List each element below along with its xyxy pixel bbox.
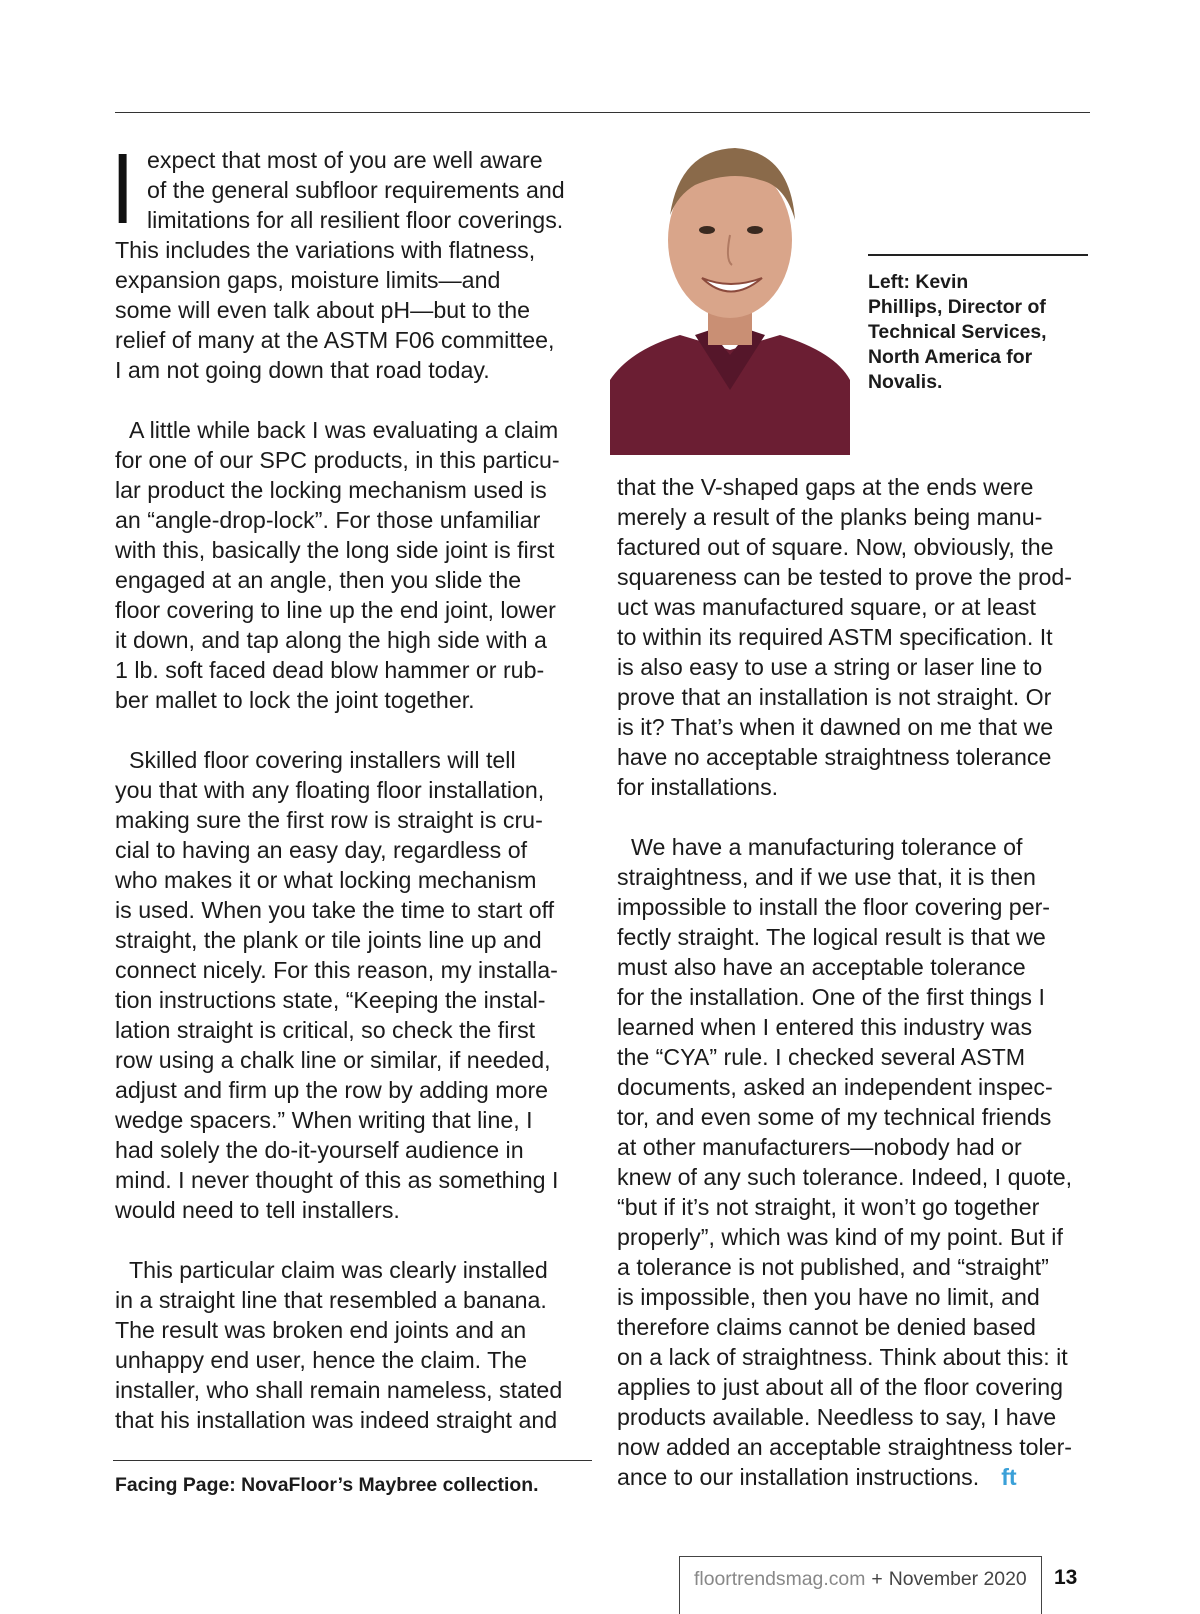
text-line: connect nicely. For this reason, my installa-: [115, 957, 558, 983]
text-line: now added an acceptable straightness toler-: [617, 1434, 1073, 1460]
text-line: A little while back I was evaluating a claim: [129, 417, 559, 443]
footer-separator: +: [871, 1568, 883, 1590]
text-line: prove that an installation is not straight. Or: [617, 684, 1052, 710]
text-line: is it? That’s when it dawned on me that we: [617, 714, 1054, 740]
left-column: [115, 133, 595, 1435]
text-line: with this, basically the long side joint is first: [115, 537, 555, 563]
photo-caption: [868, 270, 1093, 395]
text-line: This includes the variations with flatness,: [115, 237, 536, 263]
text-line: that his installation was indeed straight and: [115, 1407, 558, 1433]
text-line: properly”, which was kind of my point. But if: [617, 1224, 1063, 1250]
caption-rule: [113, 1460, 592, 1461]
text-line: tor, and even some of my technical friends: [617, 1104, 1052, 1130]
text-line: in a straight line that resembled a banana.: [115, 1287, 547, 1313]
text-line: for installations.: [617, 774, 779, 800]
text-line: 1 lb. soft faced dead blow hammer or rub-: [115, 657, 545, 683]
text-line: squareness can be tested to prove the prod-: [617, 564, 1073, 590]
caption-line: Technical Services,: [868, 321, 1047, 343]
text-line: applies to just about all of the floor covering: [617, 1374, 1063, 1400]
text-line: learned when I entered this industry was: [617, 1014, 1033, 1040]
text-line: I am not going down that road today.: [115, 357, 490, 383]
text-line: The result was broken end joints and an: [115, 1317, 527, 1343]
text-line: [617, 1462, 1095, 1492]
text-line: Skilled floor covering installers will tell: [129, 747, 516, 773]
text-line: of the general subfloor requirements and: [147, 177, 565, 203]
drop-cap: I: [115, 133, 131, 245]
page-number: 13: [1054, 1566, 1078, 1589]
text-line: mind. I never thought of this as something I: [115, 1167, 559, 1193]
top-rule: [115, 112, 1090, 113]
text-line: relief of many at the ASTM F06 committee,: [115, 327, 555, 353]
text-line: documents, asked an independent inspec-: [617, 1074, 1053, 1100]
caption-line: Phillips, Director of: [868, 296, 1046, 318]
text-line: making sure the first row is straight is cru-: [115, 807, 543, 833]
caption-line: Novalis.: [868, 371, 943, 393]
footer-folio: [694, 1568, 1027, 1590]
text-line: engaged at an angle, then you slide the: [115, 567, 522, 593]
text-line: is used. When you take the time to start off: [115, 897, 555, 923]
text-line: installer, who shall remain nameless, stated: [115, 1377, 563, 1403]
text-line: straightness, and if we use that, it is then: [617, 864, 1036, 890]
text-line: that the V-shaped gaps at the ends were: [617, 474, 1034, 500]
right-column: [617, 472, 1095, 1492]
text-line: a tolerance is not published, and “straight”: [617, 1254, 1049, 1280]
text-line: for one of our SPC products, in this particu-: [115, 447, 560, 473]
text-line: expect that most of you are well aware: [147, 147, 543, 173]
caption-line: Left: Kevin: [868, 271, 969, 293]
footer-site: floortrendsmag.com: [694, 1568, 866, 1590]
text-line: wedge spacers.” When writing that line, I: [115, 1107, 533, 1133]
end-mark-icon: ft: [1001, 1464, 1017, 1490]
text-line: impossible to install the floor covering per-: [617, 894, 1051, 920]
text-line: ber mallet to lock the joint together.: [115, 687, 475, 713]
paragraph-1: [115, 133, 595, 385]
text-line: would need to tell installers.: [115, 1197, 400, 1223]
text-line: you that with any floating floor installation,: [115, 777, 545, 803]
text-line: uct was manufactured square, or at least: [617, 594, 1036, 620]
text-line: expansion gaps, moisture limits—and: [115, 267, 501, 293]
text-line: fectly straight. The logical result is that we: [617, 924, 1046, 950]
text-line: straight, the plank or tile joints line up and: [115, 927, 542, 953]
paragraph-5: [617, 472, 1095, 802]
text-line: have no acceptable straightness tolerance: [617, 744, 1052, 770]
footer-date: November 2020: [888, 1568, 1027, 1590]
text-line: for the installation. One of the first things I: [617, 984, 1045, 1010]
text-line: must also have an acceptable tolerance: [617, 954, 1026, 980]
text-line: who makes it or what locking mechanism: [115, 867, 537, 893]
facing-page-caption: Facing Page: NovaFloor’s Maybree collection.: [115, 1474, 539, 1496]
text-line: the “CYA” rule. I checked several ASTM: [617, 1044, 1026, 1070]
text-line: at other manufacturers—nobody had or: [617, 1134, 1022, 1160]
text-line: We have a manufacturing tolerance of: [631, 834, 1023, 860]
text-line: on a lack of straightness. Think about this: it: [617, 1344, 1068, 1370]
text-line: floor covering to line up the end joint, lower: [115, 597, 556, 623]
paragraph-4: [115, 1255, 595, 1435]
text-line: some will even talk about pH—but to the: [115, 297, 531, 323]
author-photo: [610, 130, 850, 455]
caption-line: North America for: [868, 346, 1033, 368]
text-line: is impossible, then you have no limit, and: [617, 1284, 1040, 1310]
last-line-text: ance to our installation instructions.: [617, 1464, 980, 1490]
text-line: adjust and firm up the row by adding more: [115, 1077, 549, 1103]
text-line: factured out of square. Now, obviously, the: [617, 534, 1054, 560]
text-line: therefore claims cannot be denied based: [617, 1314, 1036, 1340]
text-line: row using a chalk line or similar, if needed,: [115, 1047, 551, 1073]
text-line: to within its required ASTM specification. It: [617, 624, 1053, 650]
text-line: limitations for all resilient floor coverings.: [147, 207, 564, 233]
text-line: “but if it’s not straight, it won’t go together: [617, 1194, 1040, 1220]
text-line: lar product the locking mechanism used is: [115, 477, 547, 503]
text-line: This particular claim was clearly installed: [129, 1257, 548, 1283]
text-line: it down, and tap along the high side with a: [115, 627, 547, 653]
paragraph-6: [617, 832, 1095, 1492]
text-line: products available. Needless to say, I have: [617, 1404, 1057, 1430]
text-line: an “angle-drop-lock”. For those unfamiliar: [115, 507, 541, 533]
text-line: lation straight is critical, so check the first: [115, 1017, 536, 1043]
text-line: cial to having an easy day, regardless of: [115, 837, 528, 863]
text-line: is also easy to use a string or laser line to: [617, 654, 1043, 680]
text-line: tion instructions state, “Keeping the instal-: [115, 987, 546, 1013]
text-line: knew of any such tolerance. Indeed, I quote,: [617, 1164, 1073, 1190]
caption-rule: [868, 254, 1088, 256]
paragraph-2: [115, 415, 595, 715]
text-line: merely a result of the planks being manu-: [617, 504, 1043, 530]
text-line: had solely the do-it-yourself audience in: [115, 1137, 524, 1163]
text-line: unhappy end user, hence the claim. The: [115, 1347, 528, 1373]
paragraph-3: [115, 745, 595, 1225]
